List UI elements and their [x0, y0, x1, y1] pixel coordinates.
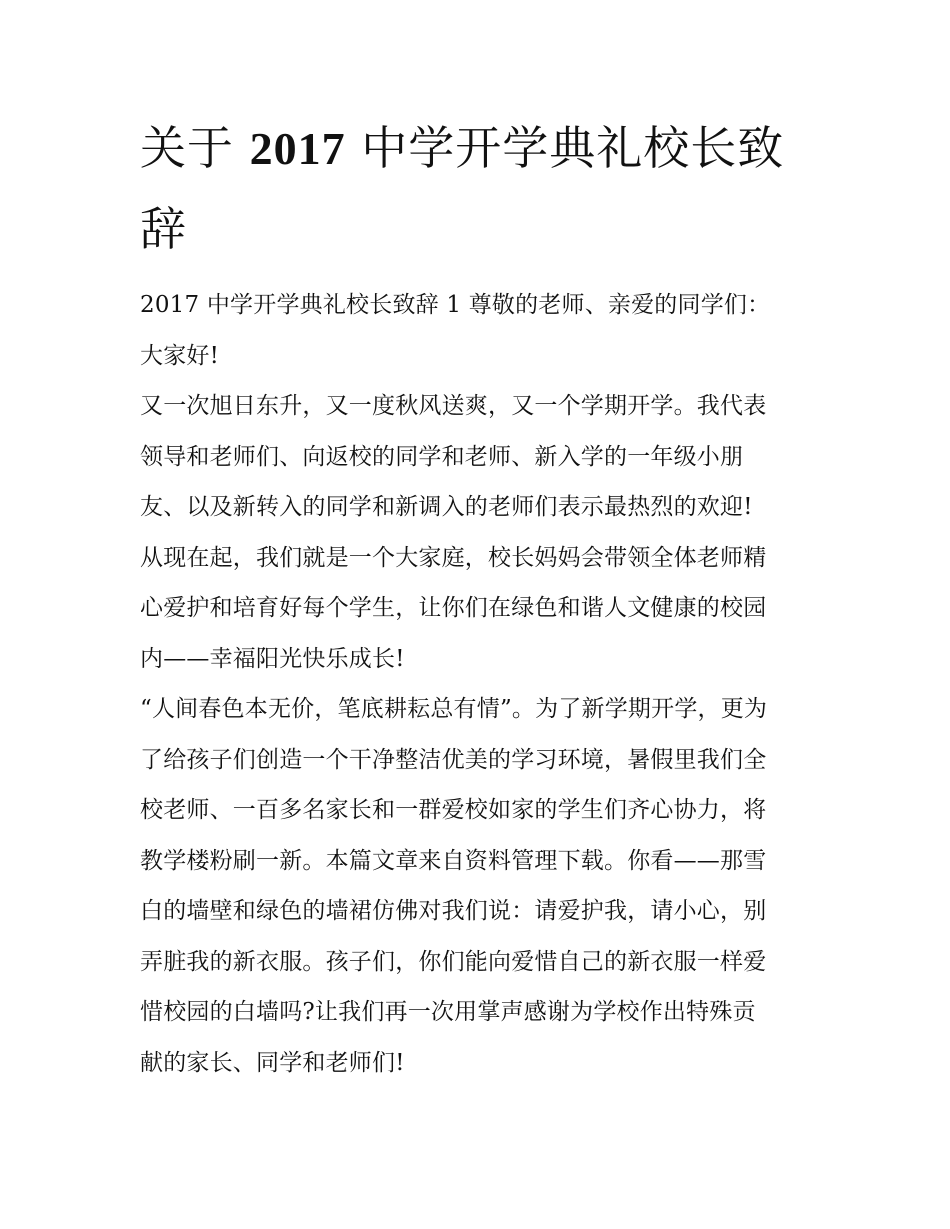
- body-line: 了给孩子们创造一个干净整洁优美的学习环境，暑假里我们全: [140, 746, 767, 773]
- body-line: 领导和老师们、向返校的同学和老师、新入学的一年级小朋: [140, 443, 744, 470]
- title-rest-line2: 辞: [140, 202, 187, 256]
- body-line: “人间春色本无价，笔底耕耘总有情”。为了新学期开学，更为: [140, 696, 768, 722]
- body-line: 惜校园的白墙吗?让我们再一次用掌声感谢为学校作出特殊贡: [140, 999, 756, 1025]
- body-line: 心爱护和培育好每个学生，让你们在绿色和谐人文健康的校园: [140, 595, 767, 621]
- body-line: 教学楼粉刷一新。本篇文章来自资料管理下载。你看——那雪: [140, 847, 767, 874]
- body-line: 友、以及新转入的同学和新调入的老师们表示最热烈的欢迎!: [140, 494, 753, 520]
- body-line: 校老师、一百多名家长和一群爱校如家的学生们齐心协力，将: [140, 797, 767, 823]
- body-line: 2017 中学开学典礼校长致辞 1 尊敬的老师、亲爱的同学们：: [140, 292, 771, 318]
- title-prefix: 关于: [140, 121, 250, 175]
- body-line: 大家好!: [140, 342, 220, 369]
- document-title: [140, 108, 820, 269]
- body-line: 白的墙壁和绿色的墙裙仿佛对我们说：请爱护我，请小心，别: [140, 898, 767, 924]
- document-body: [140, 280, 815, 1088]
- body-line: 内——幸福阳光快乐成长!: [140, 645, 405, 672]
- body-line: 从现在起，我们就是一个大家庭，校长妈妈会带领全体老师精: [140, 544, 767, 571]
- title-rest-line1: 中学开学典礼校长致: [345, 121, 785, 175]
- body-line: 又一次旭日东升，又一度秋风送爽，又一个学期开学。我代表: [140, 393, 767, 419]
- body-line: 弄脏我的新衣服。孩子们，你们能向爱惜自己的新衣服一样爱: [140, 948, 767, 975]
- body-line: 献的家长、同学和老师们!: [140, 1049, 405, 1076]
- title-year: 2017: [249, 123, 346, 174]
